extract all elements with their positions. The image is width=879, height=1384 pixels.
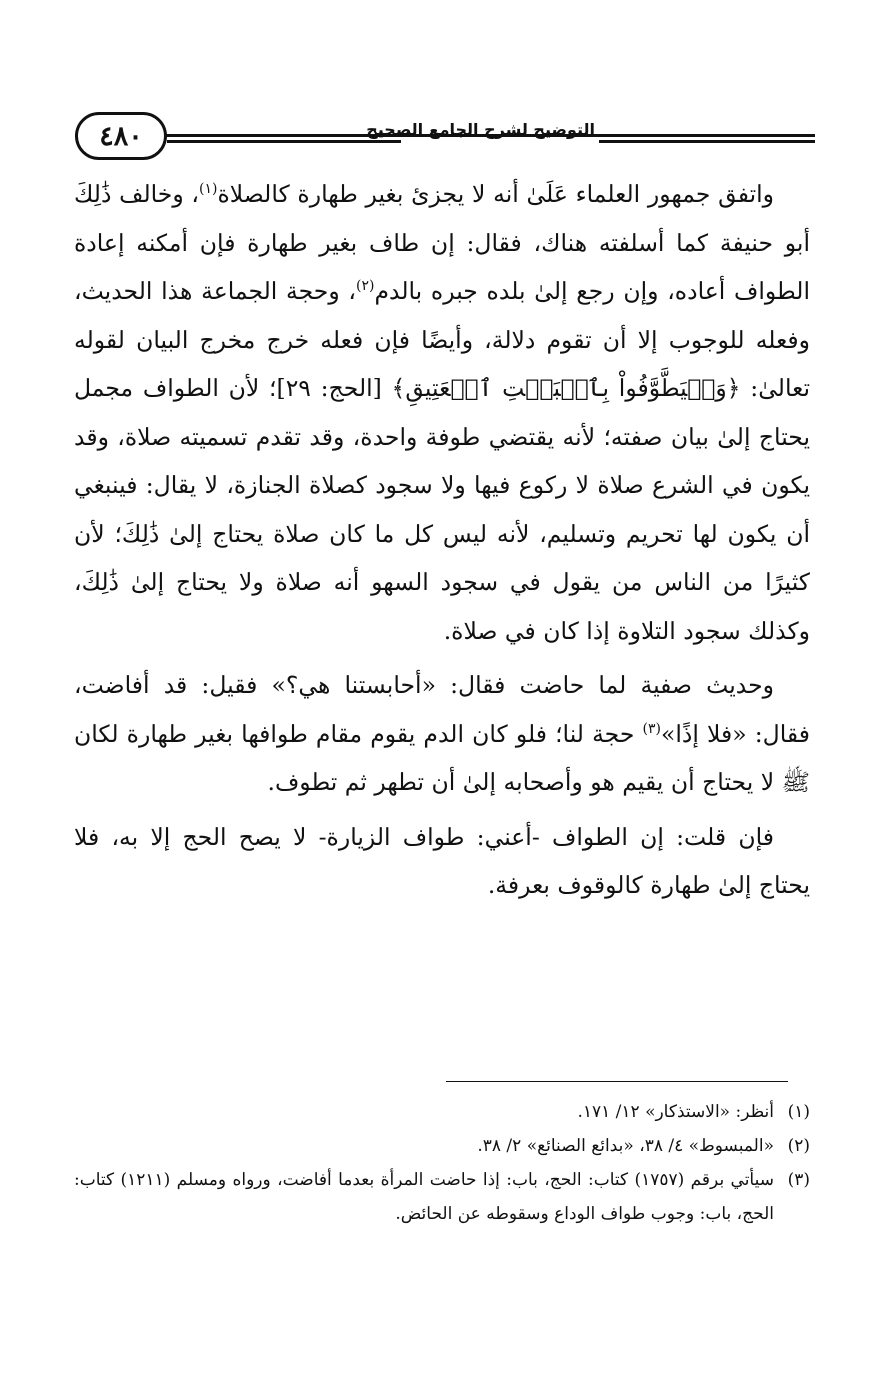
- footnotes: [74, 1095, 810, 1231]
- footnote-number: (١): [787, 1102, 810, 1122]
- footnote-text: أنظر: «الاستذكار» ١٢/ ١٧١.: [577, 1102, 774, 1122]
- footnote-number: (٣): [787, 1170, 810, 1190]
- paragraph: وحديث صفية لما حاضت فقال: «أحابستنا هي؟» فقيل: قد أفاضت، فقال: «فلا إذًا»$^{(٣)}$ حجة لنا؛ فلو كان الدم يقوم مقام طوافها بغير طهارة لكان ﷺ لا يحتاج أن يقيم هو وأصحابه إلىٰ أن تطهر ثم تطوف.: [74, 671, 810, 796]
- footnote-separator: [446, 1081, 788, 1082]
- footnote-ref: (١): [199, 181, 218, 198]
- main-text: [74, 170, 810, 916]
- running-title: التوضيح لشرح الجامع الصحيح: [366, 120, 595, 139]
- footnote: [74, 1095, 810, 1129]
- header-rule: [167, 140, 401, 143]
- footnote-text: سيأتي برقم (١٧٥٧) كتاب: الحج، باب: إذا حاضت المرأة بعدما أفاضت، ورواه ومسلم (١٢١١) كتاب: الحج، باب: وجوب طواف الوداع وسقوطه عن الحائض.: [74, 1170, 774, 1224]
- page-number: ٤٨٠: [75, 112, 167, 160]
- footnote: [74, 1163, 810, 1231]
- page-header: [75, 110, 815, 164]
- footnote: [74, 1129, 810, 1163]
- paragraph: واتفق جمهور العلماء عَلَىٰ أنه لا يجزئ بغير طهارة كالصلاة$^{(١)}$، وخالف ذَٰلِكَ أبو حنيفة كما أسلفته هناك، فقال: إن طاف بغير طهارة فإن أمكنه إعادة الطواف أعاده، وإن رجع إلىٰ بلده جبره بالدم$^{(٢)}$، وحجة الجماعة هذا الحديث، وفعله للوجوب إلا أن تقوم دلالة، وأيضًا فإن فعله خرج مخرج البيان لقوله تعالىٰ: ﴿وَلۡيَطَّوَّفُواْ بِٱلۡبَيۡتِ ٱلۡعَتِيقِ﴾ [الحج: ٢٩]؛ لأن الطواف مجمل يحتاج إلىٰ بيان صفته؛ لأنه يقتضي طوفة واحدة، وقد تقدم تسميته صلاة، وقد يكون في الشرع صلاة لا ركوع فيها ولا سجود كصلاة الجنازة، لا يقال: فينبغي أن يكون لها تحريم وتسليم، لأنه ليس كل ما كان صلاة يحتاج إلىٰ ذَٰلِكَ؛ لأن كثيرًا من الناس من يقول في سجود السهو أنه صلاة ولا يحتاج إلىٰ ذَٰلِكَ، وكذلك سجود التلاوة إذا كان في صلاة.: [74, 180, 810, 645]
- header-rule: [599, 140, 815, 143]
- paragraph: فإن قلت: إن الطواف -أعني: طواف الزيارة- لا يصح الحج إلا به، فلا يحتاج إلىٰ طهارة كالوقوف بعرفة.: [74, 822, 810, 899]
- footnote-number: (٢): [787, 1136, 810, 1156]
- footnote-ref: (٣): [642, 720, 661, 737]
- footnote-text: «المبسوط» ٤/ ٣٨، «بدائع الصنائع» ٢/ ٣٨.: [477, 1136, 774, 1156]
- footnote-ref: (٢): [356, 278, 375, 295]
